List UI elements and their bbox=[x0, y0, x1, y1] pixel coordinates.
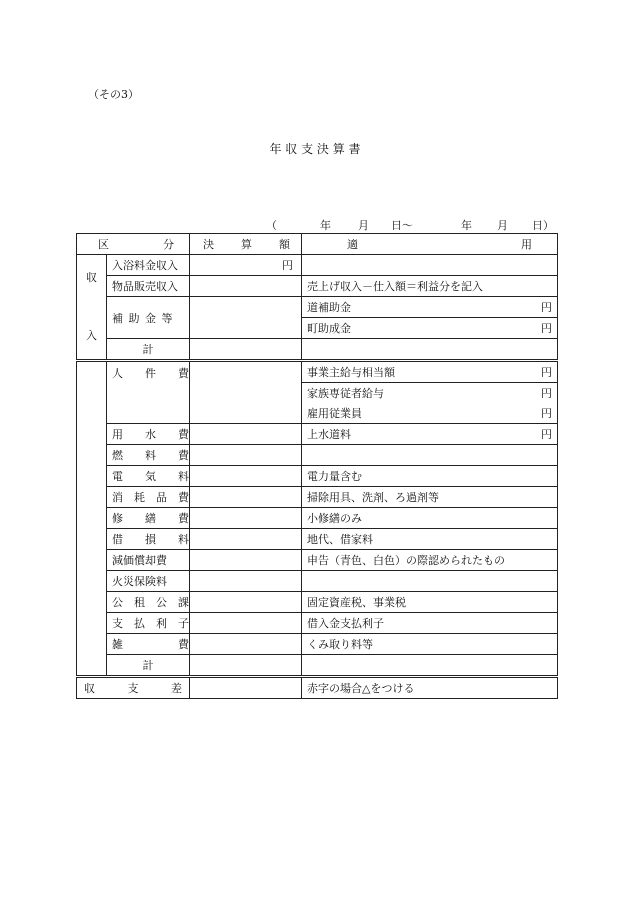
income-total-notes bbox=[302, 339, 558, 361]
expense-notes: 小修繕のみ bbox=[302, 508, 558, 529]
expense-row-taxes bbox=[77, 592, 558, 613]
expense-notes: 雇用従業員 円 bbox=[302, 403, 558, 424]
expense-amount bbox=[190, 592, 302, 613]
expense-label: 火災保険料 bbox=[107, 571, 190, 592]
expense-label: 減価償却費 bbox=[107, 550, 190, 571]
expense-label: 公 租 公 課 bbox=[107, 592, 190, 613]
expense-label: 消 耗 品 費 bbox=[107, 487, 190, 508]
expense-label: 借 損 料 bbox=[107, 529, 190, 550]
expense-group-label bbox=[77, 361, 107, 677]
expense-row-fuel bbox=[77, 445, 558, 466]
expense-notes: 申告（青色、白色）の際認められたもの bbox=[302, 550, 558, 571]
expense-notes: 固定資産税、事業税 bbox=[302, 592, 558, 613]
expense-label: 支 払 利 子 bbox=[107, 613, 190, 634]
expense-row-insurance bbox=[77, 571, 558, 592]
income-amount bbox=[190, 297, 302, 339]
income-total-amount bbox=[190, 339, 302, 361]
balance-amount bbox=[190, 677, 302, 699]
expense-amount bbox=[190, 508, 302, 529]
expense-notes: 借入金支払利子 bbox=[302, 613, 558, 634]
income-notes bbox=[302, 255, 558, 276]
expense-label: 燃 料 費 bbox=[107, 445, 190, 466]
balance-label: 収 支 差 bbox=[77, 677, 190, 699]
expense-total-notes bbox=[302, 655, 558, 677]
period-start-year: 年 bbox=[320, 219, 331, 232]
expense-row-personnel bbox=[77, 361, 558, 383]
header-amount: 決 算 額 bbox=[190, 234, 302, 255]
expense-amount bbox=[190, 550, 302, 571]
expense-notes: 事業主給与相当額 円 bbox=[302, 361, 558, 383]
expense-amount bbox=[190, 445, 302, 466]
expense-total-label: 計 bbox=[107, 655, 190, 677]
balance-row bbox=[77, 677, 558, 699]
page-note: （その3） bbox=[88, 88, 139, 101]
expense-row-repair bbox=[77, 508, 558, 529]
period-end-day: 日） bbox=[532, 219, 554, 232]
document-title: 年 収 支 決 算 書 bbox=[269, 142, 361, 156]
header-notes: 適 用 bbox=[302, 234, 558, 255]
expense-notes bbox=[302, 445, 558, 466]
period-start-month: 月 bbox=[358, 219, 369, 232]
income-notes: 道補助金 円 bbox=[302, 297, 558, 318]
income-label: 物品販売収入 bbox=[107, 276, 190, 297]
period-end-month: 月 bbox=[497, 219, 508, 232]
expense-amount bbox=[190, 613, 302, 634]
expense-row-consumables bbox=[77, 487, 558, 508]
income-label: 補 助 金 等 bbox=[107, 297, 190, 339]
expense-row-depreciation bbox=[77, 550, 558, 571]
header-row bbox=[77, 234, 558, 255]
income-amount: 円 bbox=[190, 255, 302, 276]
income-group-label: 収 入 bbox=[77, 255, 107, 361]
expense-amount bbox=[190, 571, 302, 592]
income-notes: 町助成金 円 bbox=[302, 318, 558, 339]
income-row-subsidy bbox=[77, 297, 558, 318]
expense-total-amount bbox=[190, 655, 302, 677]
period-open: （ bbox=[266, 219, 277, 232]
expense-amount bbox=[190, 634, 302, 655]
expense-amount bbox=[190, 361, 302, 424]
expense-label: 雑 費 bbox=[107, 634, 190, 655]
expense-row-water bbox=[77, 424, 558, 445]
period-start-day: 日～ bbox=[391, 219, 413, 232]
income-row-bathing bbox=[77, 255, 558, 276]
expense-label: 人 件 費 bbox=[107, 361, 190, 424]
expense-notes: 地代、借家料 bbox=[302, 529, 558, 550]
expense-total-row bbox=[77, 655, 558, 677]
expense-notes: 掃除用具、洗剤、ろ過剤等 bbox=[302, 487, 558, 508]
expense-label: 用 水 費 bbox=[107, 424, 190, 445]
settlement-table bbox=[76, 233, 558, 699]
balance-notes: 赤字の場合△をつける bbox=[302, 677, 558, 699]
expense-notes: 電力量含む bbox=[302, 466, 558, 487]
expense-notes: 家族専従者給与 円 bbox=[302, 383, 558, 404]
expense-row-rent bbox=[77, 529, 558, 550]
expense-label: 修 繕 費 bbox=[107, 508, 190, 529]
income-label: 入浴料金収入 bbox=[107, 255, 190, 276]
expense-row-misc bbox=[77, 634, 558, 655]
income-amount bbox=[190, 276, 302, 297]
expense-row-interest bbox=[77, 613, 558, 634]
expense-amount bbox=[190, 424, 302, 445]
expense-notes bbox=[302, 571, 558, 592]
header-kubun: 区 分 bbox=[77, 234, 190, 255]
expense-notes: くみ取り料等 bbox=[302, 634, 558, 655]
period-end-year: 年 bbox=[461, 219, 472, 232]
period-line bbox=[264, 217, 552, 231]
expense-label: 電 気 料 bbox=[107, 466, 190, 487]
income-total-row bbox=[77, 339, 558, 361]
expense-row-electricity bbox=[77, 466, 558, 487]
expense-notes: 上水道料 円 bbox=[302, 424, 558, 445]
income-notes: 売上げ収入－仕入額＝利益分を記入 bbox=[302, 276, 558, 297]
expense-amount bbox=[190, 529, 302, 550]
expense-amount bbox=[190, 466, 302, 487]
income-row-sales bbox=[77, 276, 558, 297]
income-total-label: 計 bbox=[107, 339, 190, 361]
expense-amount bbox=[190, 487, 302, 508]
